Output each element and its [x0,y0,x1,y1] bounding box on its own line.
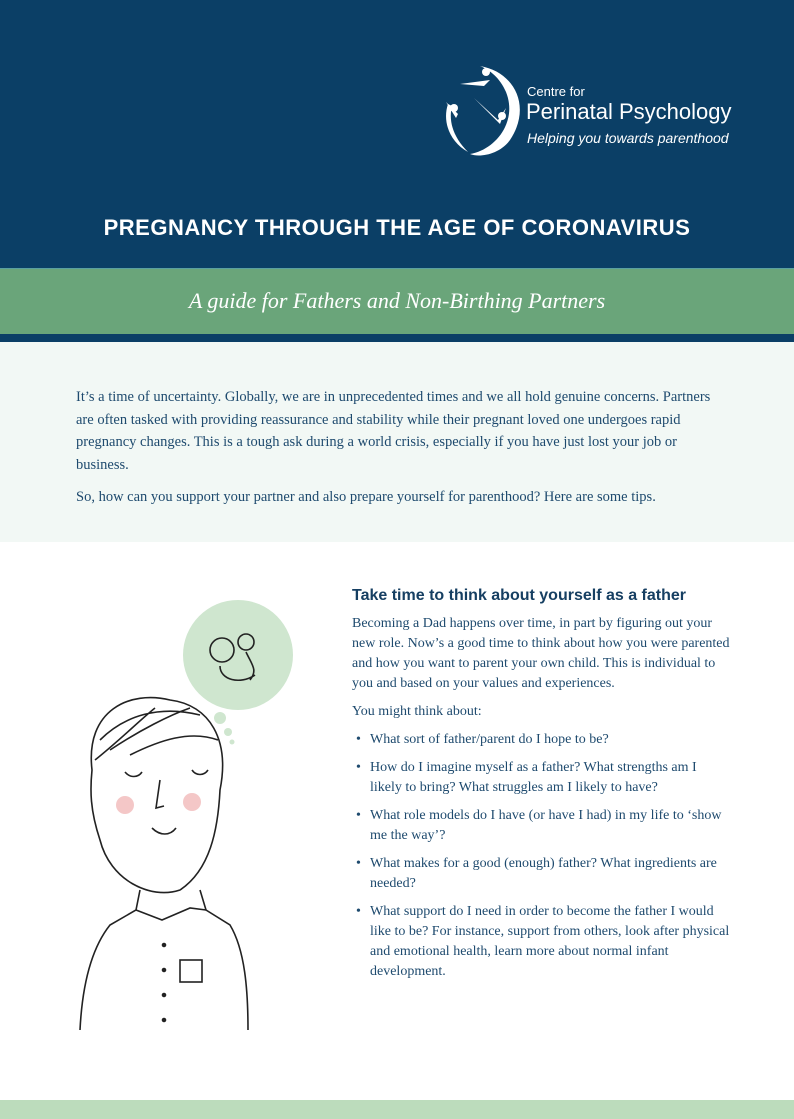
section-heading: Take time to think about yourself as a father [352,587,686,604]
subtitle-band [0,268,794,334]
list-item: • How do I imagine myself as a father? What strengths am I likely to bring? What struggles am I likely to have? [352,758,732,798]
section-lead: You might think about: [352,704,482,719]
intro-paragraph: It’s a time of uncertainty. Globally, we are in unprecedented times and we all hold genuine concerns. Partners are often tasked with providing reassurance and stability while their pregnant loved one undergoes rapid pregnancy changes. This is a tough ask during a world crisis, especially if you have just lost your job or business. [76,389,711,473]
subtitle: A guide for Fathers and Non-Birthing Partners [188,288,606,313]
list-item: • What role models do I have (or have I had) in my life to ‘show me the way’? [352,806,732,846]
intro-paragraph: So, how can you support your partner and also prepare yourself for parenthood? Here are some tips. [76,489,656,505]
logo-figures-icon [440,62,530,158]
header [0,0,794,268]
question-list [352,730,732,982]
father-section [352,586,732,990]
logo-tagline: Helping you towards parenthood [527,130,729,146]
page-title: PREGNANCY THROUGH THE AGE OF CORONAVIRUS [103,215,691,240]
logo-line2: Perinatal Psychology [526,99,732,124]
logo-line1: Centre for [527,84,585,99]
divider [0,334,794,342]
list-item: • What makes for a good (enough) father? What ingredients are needed? [352,854,732,894]
list-item: • What support do I need in order to become the father I would like to be? For instance, support from others, look after physical and emotional health, learn more about normal infant development. [352,902,732,982]
section-body: Becoming a Dad happens over time, in part by figuring out your new role. Now’s a good time to think about how you were parented and how you want to parent your own child. This is individual to you and based on your values and experiences. [352,616,730,691]
list-item: • What sort of father/parent do I hope to be? [352,730,732,750]
father-illustration-icon [70,590,310,1030]
footer-band [0,1100,794,1119]
intro-section [0,342,794,542]
